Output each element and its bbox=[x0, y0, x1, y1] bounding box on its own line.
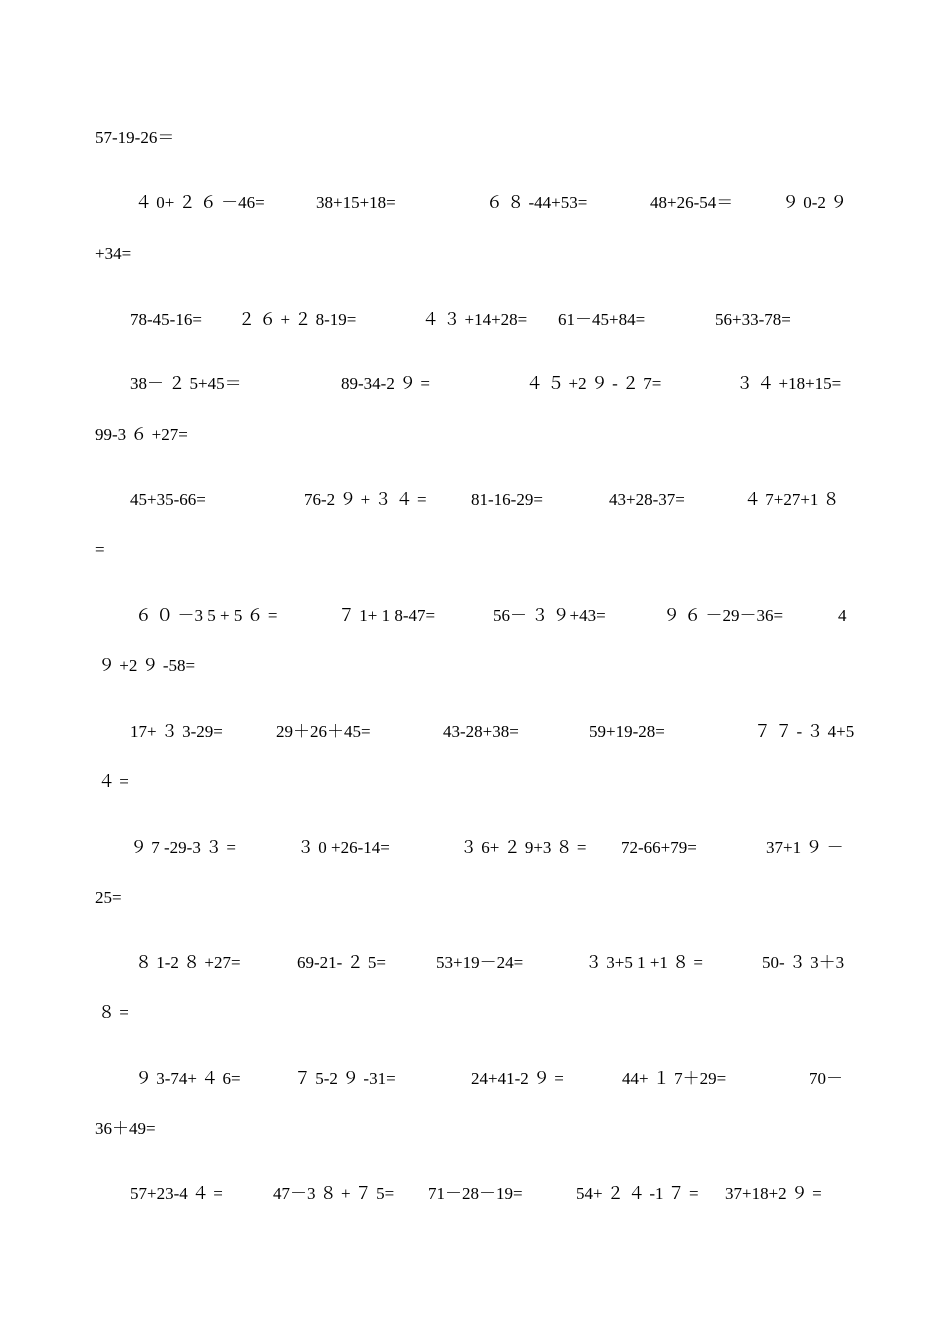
problem-line: 4 bbox=[838, 606, 847, 625]
problem-line: ４ = bbox=[98, 772, 129, 791]
problem-line: 57+23-4 ４ = bbox=[130, 1184, 223, 1203]
problem-line: ３ 3+5 1 +1 ８ = bbox=[585, 953, 704, 972]
problem-line: ７ ７ - ３ 4+5 bbox=[754, 722, 855, 741]
problem-line: 44+ １ 7＋29= bbox=[622, 1069, 727, 1088]
problem-line: 47－3 ８ + ７ 5= bbox=[273, 1184, 395, 1203]
problem-line: 78-45-16= bbox=[130, 310, 202, 329]
problem-line: 54+ ２ ４ -1 ７ = bbox=[576, 1184, 699, 1203]
problem-line: 56+33-78= bbox=[715, 310, 791, 329]
problem-line: ９ 3-74+ ４ 6= bbox=[135, 1069, 241, 1088]
problem-line: 43+28-37= bbox=[609, 490, 685, 509]
problem-line: 24+41-2 ９ = bbox=[471, 1069, 564, 1088]
problem-line: ４ ３ +14+28= bbox=[422, 310, 528, 329]
problem-line: 81-16-29= bbox=[471, 490, 543, 509]
problem-line: 25= bbox=[95, 888, 122, 907]
problem-line: ４ 0+ ２ ６ －46= bbox=[135, 193, 265, 212]
problem-line: 61－45+84= bbox=[558, 310, 646, 329]
problem-line: ８ 1-2 ８ +27= bbox=[135, 953, 241, 972]
problem-line: 36＋49= bbox=[95, 1119, 156, 1138]
problem-line: ６ ０ －3 5 + 5 ６ = bbox=[135, 606, 278, 625]
problem-line: 72-66+79= bbox=[621, 838, 697, 857]
problem-line: ２ ６ + ２ 8-19= bbox=[238, 310, 357, 329]
problem-line: ９ +2 ９ -58= bbox=[98, 656, 196, 675]
problem-line: ７ 5-2 ９ -31= bbox=[294, 1069, 396, 1088]
problem-line: 38+15+18= bbox=[316, 193, 396, 212]
problem-line: 29＋26＋45= bbox=[276, 722, 371, 741]
problem-line: 70－ bbox=[809, 1069, 843, 1088]
problem-line: ９ 0-2 ９ bbox=[782, 193, 848, 212]
problem-line: 50- ３ 3＋3 bbox=[762, 953, 845, 972]
problem-line: 57-19-26＝ bbox=[95, 128, 175, 147]
problem-line: 38－ ２ 5+45＝ bbox=[130, 374, 242, 393]
problem-line: ３ 0 +26-14= bbox=[297, 838, 390, 857]
problem-line: 71－28－19= bbox=[428, 1184, 523, 1203]
problem-line: ４ 7+27+1 ８ bbox=[744, 490, 840, 509]
problem-line: 37+1 ９ － bbox=[766, 838, 844, 857]
problem-line: 43-28+38= bbox=[443, 722, 519, 741]
problem-line: ８ = bbox=[98, 1003, 129, 1022]
problem-line: = bbox=[95, 540, 105, 559]
problem-line: ７ 1+ 1 8-47= bbox=[338, 606, 436, 625]
problem-line: 69-21- ２ 5= bbox=[297, 953, 386, 972]
problem-line: 17+ ３ 3-29= bbox=[130, 722, 223, 741]
problem-line: ９ ６ －29－36= bbox=[663, 606, 784, 625]
problem-line: 59+19-28= bbox=[589, 722, 665, 741]
problem-line: 37+18+2 ９ = bbox=[725, 1184, 822, 1203]
problem-line: ３ 6+ ２ 9+3 ８ = bbox=[460, 838, 587, 857]
problem-line: 89-34-2 ９ = bbox=[341, 374, 430, 393]
problem-line: ４ ５ +2 ９ - ２ 7= bbox=[526, 374, 662, 393]
problem-line: 53+19－24= bbox=[436, 953, 524, 972]
problem-line: ９ 7 -29-3 ３ = bbox=[130, 838, 236, 857]
problem-line: 48+26-54＝ bbox=[650, 193, 734, 212]
problem-line: +34= bbox=[95, 244, 132, 263]
problem-line: 99-3 ６ +27= bbox=[95, 425, 188, 444]
problem-line: 56－ ３ ９+43= bbox=[493, 606, 606, 625]
problem-line: 45+35-66= bbox=[130, 490, 206, 509]
problem-line: ３ ４ +18+15= bbox=[736, 374, 842, 393]
problem-line: ６ ８ -44+53= bbox=[486, 193, 588, 212]
problem-line: 76-2 ９ + ３ ４ = bbox=[304, 490, 427, 509]
